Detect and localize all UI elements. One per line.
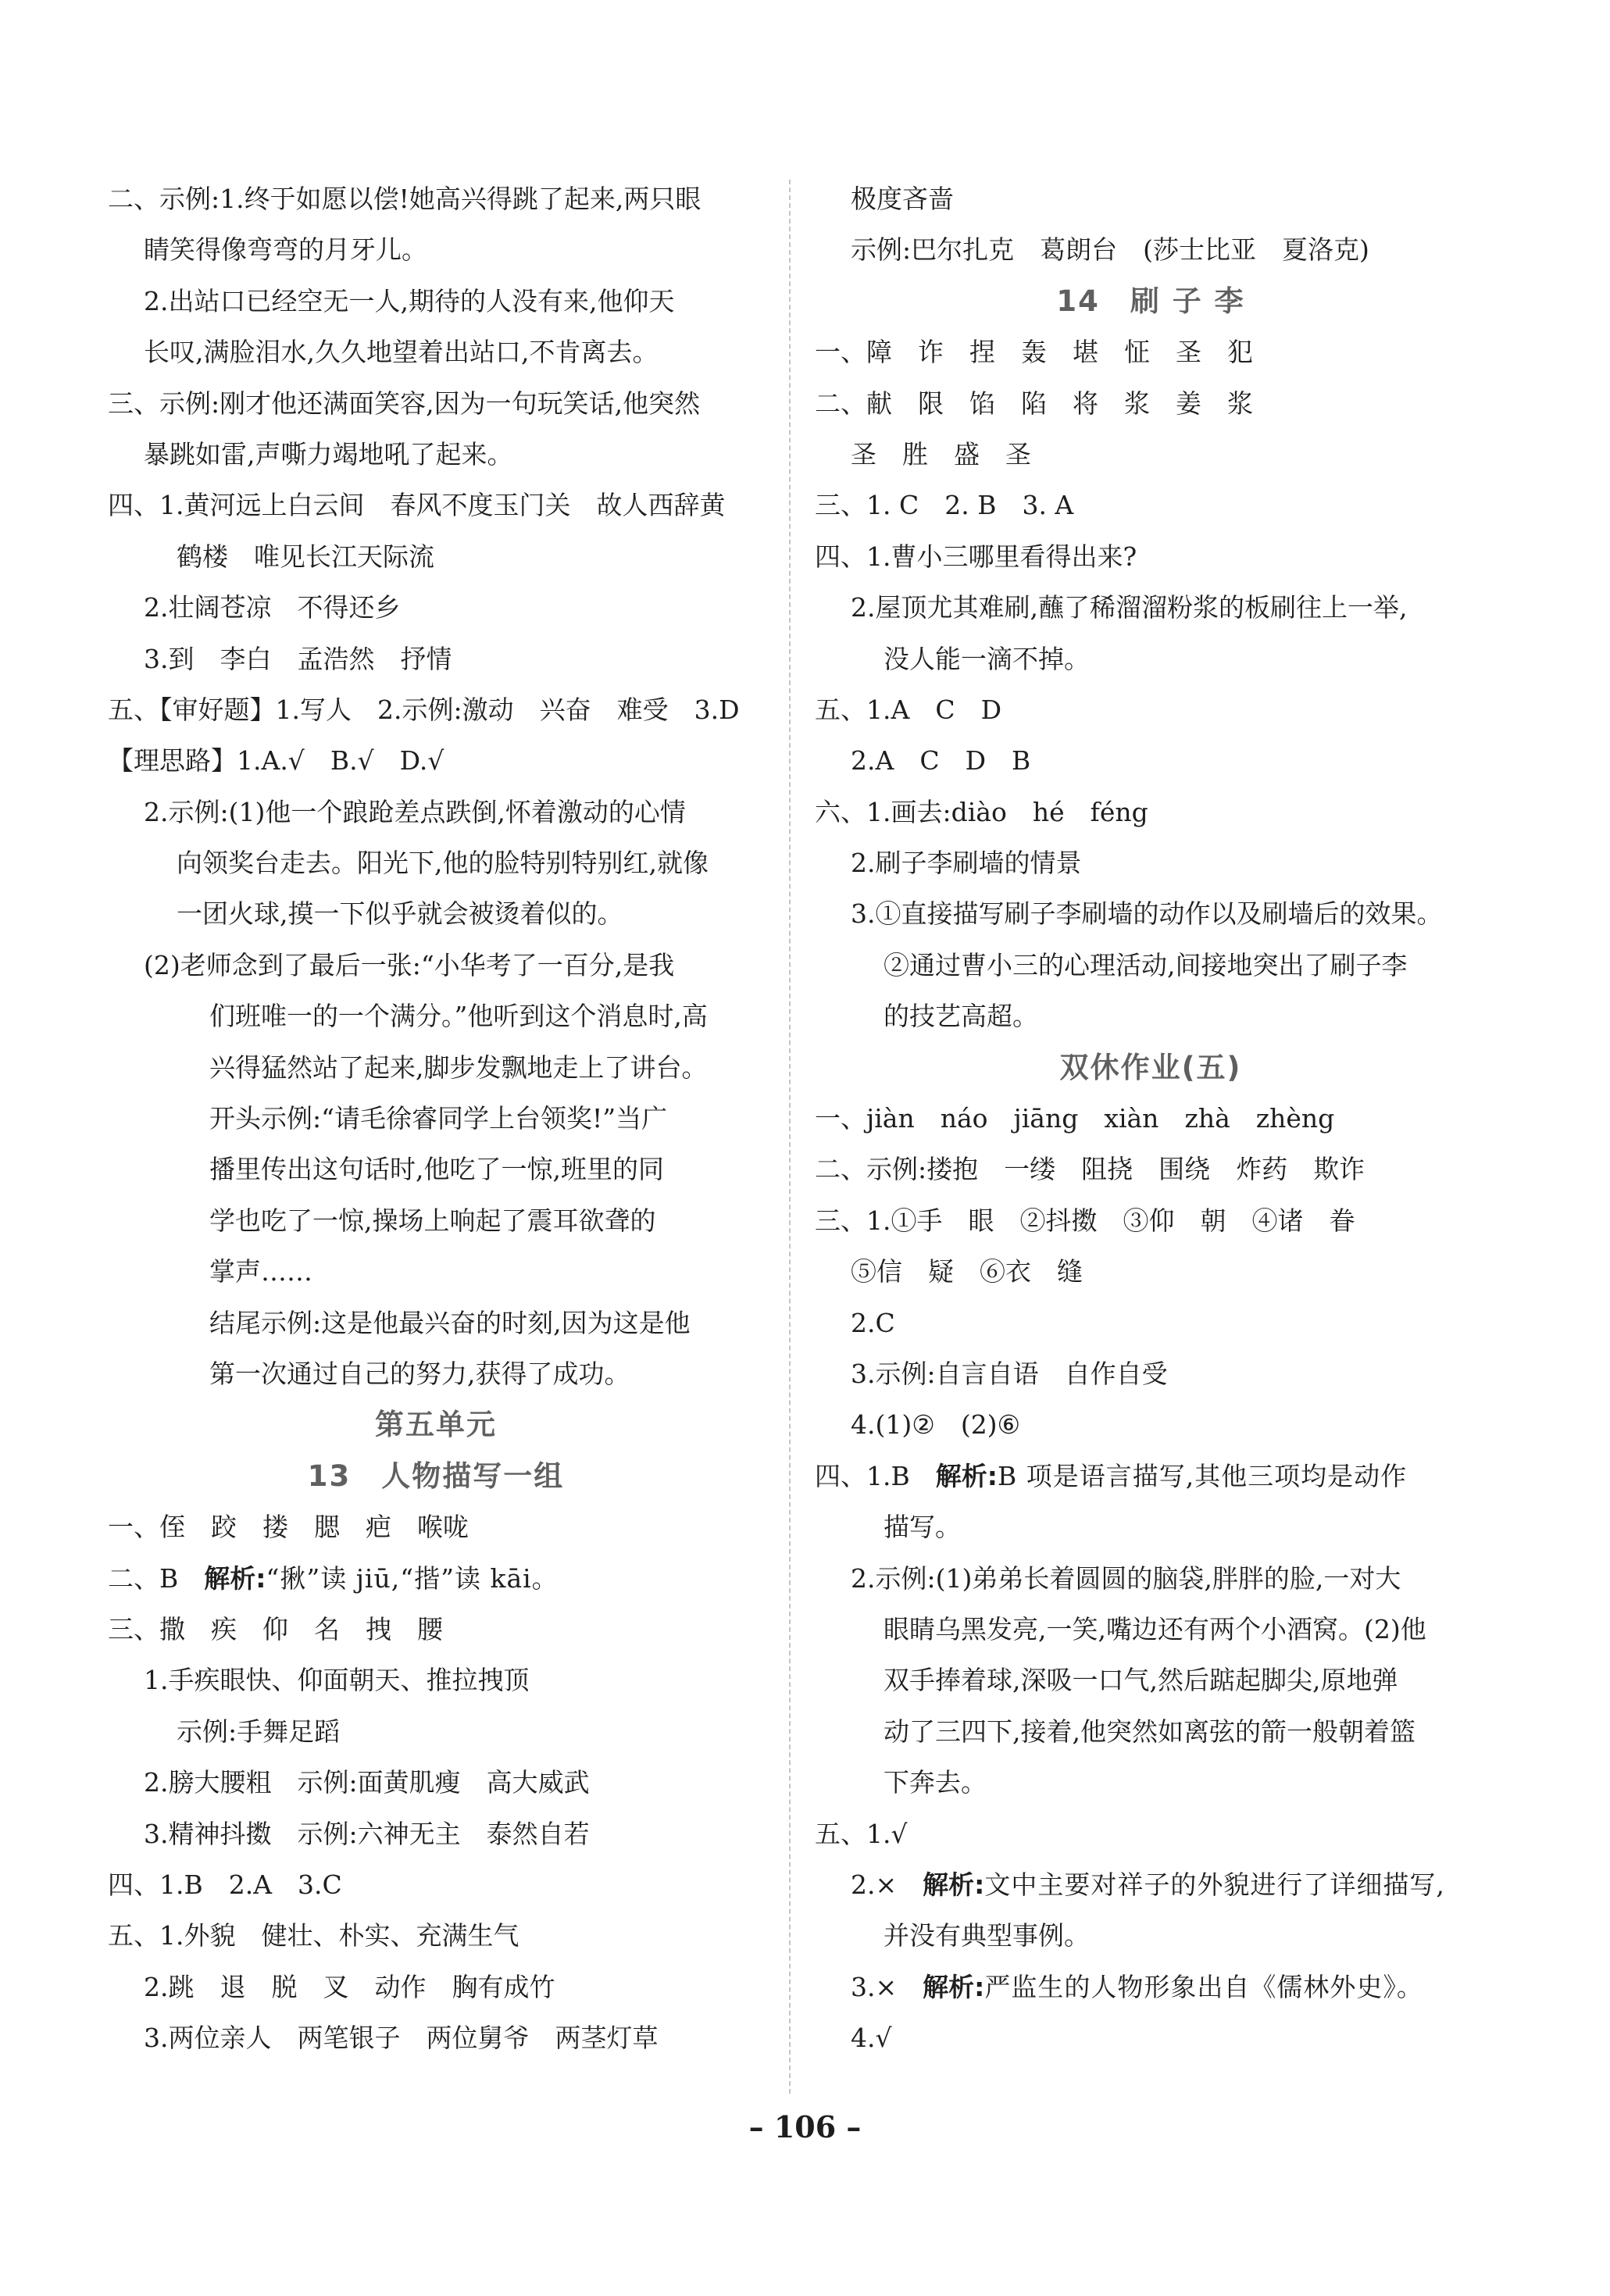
answer-line bbox=[815, 1144, 1487, 1194]
line-text: 开头示例:“请毛徐睿同学上台领奖!”当广 bbox=[209, 1103, 668, 1134]
answer-line bbox=[815, 787, 1487, 837]
line-text: 五、1.√ bbox=[815, 1818, 908, 1849]
line-text: 三、撒 疾 仰 名 拽 腰 bbox=[108, 1613, 443, 1644]
line-text: 2.屋顶尤其难刷,蘸了稀溜溜粉浆的板刷往上一举, bbox=[851, 592, 1408, 623]
explanation-label: 解析: bbox=[204, 1562, 266, 1594]
line-text: 【理思路】1.A.√ B.√ D.√ bbox=[108, 745, 444, 777]
answer-line bbox=[815, 940, 1487, 991]
explanation-text: 严监生的人物形象出自《儒林外史》。 bbox=[984, 1971, 1423, 2002]
answer-line bbox=[815, 173, 1487, 224]
section-heading bbox=[815, 276, 1487, 327]
line-text: 一、障 诈 捏 轰 堪 怔 圣 犯 bbox=[815, 337, 1253, 368]
answer-line bbox=[108, 327, 764, 377]
line-text: 三、1.①手 眼 ②抖擞 ③仰 朝 ④诸 眷 bbox=[815, 1205, 1355, 1236]
answer-line bbox=[815, 684, 1487, 735]
line-text: 2.C bbox=[851, 1307, 895, 1338]
answer-line bbox=[108, 1604, 764, 1655]
line-text: 并没有典型事例。 bbox=[884, 1920, 1090, 1951]
line-text: 动了三四下,接着,他突然如离弦的箭一般朝着篮 bbox=[884, 1716, 1415, 1747]
line-text: 下奔去。 bbox=[884, 1767, 987, 1798]
line-text: 五、【审好题】1.写人 2.示例:激动 兴奋 难受 3.D bbox=[108, 694, 740, 725]
answer-line bbox=[815, 1298, 1487, 1348]
answer-line bbox=[108, 1348, 764, 1399]
answer-line bbox=[815, 634, 1487, 684]
section-heading bbox=[815, 1042, 1487, 1093]
answer-line bbox=[815, 327, 1487, 377]
line-text: 2.刷子李刷墙的情景 bbox=[851, 848, 1082, 879]
line-text: (2)老师念到了最后一张:“小华考了一百分,是我 bbox=[144, 949, 675, 980]
line-text: 双休作业(五) bbox=[1059, 1050, 1242, 1084]
answer-line bbox=[108, 480, 764, 530]
line-text: 鹤楼 唯见长江天际流 bbox=[177, 541, 434, 572]
line-text: 3.①直接描写刷子李刷墙的动作以及刷墙后的效果。 bbox=[851, 898, 1443, 930]
answer-line bbox=[108, 1195, 764, 1246]
answer-line bbox=[815, 1246, 1487, 1297]
answer-line bbox=[815, 1757, 1487, 1808]
line-text: 极度吝啬 bbox=[851, 184, 954, 214]
answer-line bbox=[815, 1348, 1487, 1399]
answer-line bbox=[108, 173, 764, 224]
line-text: 13 人物描写一组 bbox=[307, 1459, 565, 1493]
line-text: 2.膀大腰粗 示例:面黄肌瘦 高大威武 bbox=[144, 1767, 590, 1798]
line-text: 三、1. C 2. B 3. A bbox=[815, 490, 1074, 521]
answer-line bbox=[108, 1042, 764, 1093]
answer-line bbox=[108, 1502, 764, 1552]
line-text: 四、1.B bbox=[815, 1460, 936, 1491]
explanation-label: 解析: bbox=[923, 1971, 985, 2002]
answer-line bbox=[815, 429, 1487, 480]
answer-line bbox=[108, 1246, 764, 1297]
line-text: 4.√ bbox=[851, 2023, 892, 2054]
explanation-label: 解析: bbox=[923, 1869, 985, 1900]
line-text: 双手捧着球,深吸一口气,然后踮起脚尖,原地弹 bbox=[884, 1665, 1398, 1696]
explanation-label: 解析: bbox=[935, 1460, 998, 1491]
line-text: 1.手疾眼快、仰面朝天、推拉拽顶 bbox=[144, 1665, 530, 1696]
line-text: 3.示例:自言自语 自作自受 bbox=[851, 1358, 1168, 1389]
answer-line bbox=[108, 735, 764, 786]
answer-line bbox=[108, 1553, 764, 1604]
column-divider bbox=[789, 180, 791, 2094]
line-text: 四、1.B 2.A 3.C bbox=[108, 1869, 342, 1900]
answer-line bbox=[108, 1859, 764, 1910]
line-text: 示例:手舞足蹈 bbox=[177, 1716, 341, 1747]
line-text: ②通过曹小三的心理活动,间接地突出了刷子李 bbox=[884, 949, 1408, 980]
answer-line bbox=[815, 1604, 1487, 1655]
section-heading bbox=[108, 1451, 764, 1502]
line-text: 二、献 限 馅 陷 将 浆 姜 浆 bbox=[815, 387, 1253, 419]
answer-line bbox=[108, 2012, 764, 2063]
line-text: 二、示例:1.终于如愿以偿!她高兴得跳了起来,两只眼 bbox=[108, 184, 701, 214]
answer-line bbox=[108, 991, 764, 1041]
answer-line bbox=[815, 1962, 1487, 2012]
answer-line bbox=[108, 837, 764, 888]
left-column bbox=[108, 173, 764, 2063]
line-text: 睛笑得像弯弯的月牙儿。 bbox=[144, 234, 427, 266]
answer-line bbox=[108, 582, 764, 633]
answer-line bbox=[815, 1655, 1487, 1705]
answer-line bbox=[108, 1809, 764, 1859]
answer-line bbox=[815, 1451, 1487, 1502]
answer-line bbox=[108, 429, 764, 480]
answer-line bbox=[815, 1195, 1487, 1246]
line-text: 3.两位亲人 两笔银子 两位舅爷 两茎灯草 bbox=[144, 2023, 659, 2054]
explanation-text: “揪”读 jiū,“揩”读 kāi。 bbox=[266, 1562, 559, 1594]
line-text: 三、示例:刚才他还满面笑容,因为一句玩笑话,他突然 bbox=[108, 387, 701, 419]
answer-line bbox=[108, 1757, 764, 1808]
answer-line bbox=[815, 735, 1487, 786]
line-text: 四、1.曹小三哪里看得出来? bbox=[815, 541, 1137, 572]
answer-line bbox=[108, 276, 764, 327]
line-text: 圣 胜 盛 圣 bbox=[851, 438, 1031, 470]
line-text: 14 刷 子 李 bbox=[1056, 284, 1245, 318]
explanation-text: 文中主要对祥子的外貌进行了详细描写, bbox=[984, 1869, 1445, 1900]
answer-line bbox=[108, 1144, 764, 1194]
line-text: 4.(1)② (2)⑥ bbox=[851, 1409, 1021, 1441]
line-text: 示例:巴尔扎克 葛朗台 (莎士比亚 夏洛克) bbox=[851, 234, 1369, 266]
page-number: – 106 – bbox=[748, 2109, 862, 2144]
line-text: 结尾示例:这是他最兴奋的时刻,因为这是他 bbox=[209, 1307, 691, 1338]
line-text: 一团火球,摸一下似乎就会被烫着似的。 bbox=[177, 898, 623, 930]
line-text: 2.跳 退 脱 叉 动作 胸有成竹 bbox=[144, 1971, 555, 2002]
line-text: 2.壮阔苍凉 不得还乡 bbox=[144, 592, 401, 623]
line-text: 五、1.外貌 健壮、朴实、充满生气 bbox=[108, 1920, 519, 1951]
answer-line bbox=[815, 2012, 1487, 2063]
answer-line bbox=[815, 1399, 1487, 1450]
line-text: 长叹,满脸泪水,久久地望着出站口,不肯离去。 bbox=[144, 337, 659, 368]
right-column bbox=[815, 173, 1487, 2063]
line-text: 没人能一滴不掉。 bbox=[884, 643, 1090, 674]
line-text: 2.示例:(1)他一个踉跄差点跌倒,怀着激动的心情 bbox=[144, 796, 686, 827]
answer-line bbox=[108, 787, 764, 837]
line-text: 兴得猛然站了起来,脚步发飘地走上了讲台。 bbox=[209, 1052, 708, 1083]
answer-line bbox=[108, 1910, 764, 1961]
section-heading bbox=[108, 1399, 764, 1450]
line-text: 二、B bbox=[108, 1562, 205, 1594]
line-text: 学也吃了一惊,操场上响起了震耳欲聋的 bbox=[209, 1205, 656, 1236]
line-text: 3.到 李白 孟浩然 抒情 bbox=[144, 643, 452, 674]
line-text: 3.精神抖擞 示例:六神无主 泰然自若 bbox=[144, 1818, 590, 1849]
answer-line bbox=[815, 531, 1487, 582]
line-text: 播里传出这句话时,他吃了一惊,班里的同 bbox=[209, 1154, 664, 1185]
line-text: ⑤信 疑 ⑥衣 缝 bbox=[851, 1256, 1083, 1287]
answer-line bbox=[815, 1809, 1487, 1859]
line-text: 掌声…… bbox=[209, 1256, 312, 1287]
answer-line bbox=[815, 991, 1487, 1041]
line-text: 2.示例:(1)弟弟长着圆圆的脑袋,胖胖的脸,一对大 bbox=[851, 1562, 1401, 1594]
line-text: 二、示例:搂抱 一缕 阻挠 围绕 炸药 欺诈 bbox=[815, 1154, 1365, 1185]
answer-line bbox=[108, 634, 764, 684]
answer-line bbox=[108, 1298, 764, 1348]
answer-line bbox=[815, 1706, 1487, 1757]
line-text: 五、1.A C D bbox=[815, 694, 1002, 725]
line-text: 2.出站口已经空无一人,期待的人没有来,他仰天 bbox=[144, 285, 675, 316]
line-text: 四、1.黄河远上白云间 春风不度玉门关 故人西辞黄 bbox=[108, 490, 726, 521]
answer-line bbox=[815, 582, 1487, 633]
answer-line bbox=[815, 480, 1487, 530]
answer-line bbox=[108, 1706, 764, 1757]
answer-line bbox=[815, 837, 1487, 888]
answer-line bbox=[108, 888, 764, 939]
answer-line bbox=[815, 1093, 1487, 1144]
line-text: 一、jiàn náo jiāng xiàn zhà zhèng bbox=[815, 1103, 1335, 1134]
explanation-text: B 项是语言描写,其他三项均是动作 bbox=[997, 1460, 1408, 1491]
answer-line bbox=[108, 224, 764, 275]
line-text: 向领奖台走去。阳光下,他的脸特别特别红,就像 bbox=[177, 848, 709, 879]
answer-line bbox=[108, 940, 764, 991]
answer-line bbox=[108, 1655, 764, 1705]
answer-line bbox=[108, 1962, 764, 2012]
line-text: 2.× bbox=[851, 1869, 923, 1900]
answer-line bbox=[108, 1093, 764, 1144]
answer-line bbox=[108, 684, 764, 735]
answer-line bbox=[815, 378, 1487, 429]
answer-line bbox=[815, 1859, 1487, 1910]
answer-line bbox=[815, 1910, 1487, 1961]
line-text: 的技艺高超。 bbox=[884, 1001, 1038, 1032]
answer-line bbox=[815, 1502, 1487, 1552]
line-text: 暴跳如雷,声嘶力竭地吼了起来。 bbox=[144, 438, 513, 470]
line-text: 们班唯一的一个满分。”他听到这个消息时,高 bbox=[209, 1001, 708, 1032]
line-text: 六、1.画去:diào hé féng bbox=[815, 796, 1148, 827]
line-text: 3.× bbox=[851, 1971, 923, 2002]
line-text: 第五单元 bbox=[375, 1408, 497, 1442]
line-text: 一、侄 跤 搂 腮 疤 喉咙 bbox=[108, 1512, 469, 1543]
line-text: 描写。 bbox=[884, 1512, 961, 1543]
line-text: 第一次通过自己的努力,获得了成功。 bbox=[209, 1358, 630, 1389]
answer-line bbox=[108, 378, 764, 429]
line-text: 2.A C D B bbox=[851, 745, 1031, 777]
line-text: 眼睛乌黑发亮,一笑,嘴边还有两个小酒窝。(2)他 bbox=[884, 1613, 1426, 1644]
answer-line bbox=[815, 888, 1487, 939]
answer-line bbox=[815, 224, 1487, 275]
answer-line bbox=[108, 531, 764, 582]
answer-line bbox=[815, 1553, 1487, 1604]
